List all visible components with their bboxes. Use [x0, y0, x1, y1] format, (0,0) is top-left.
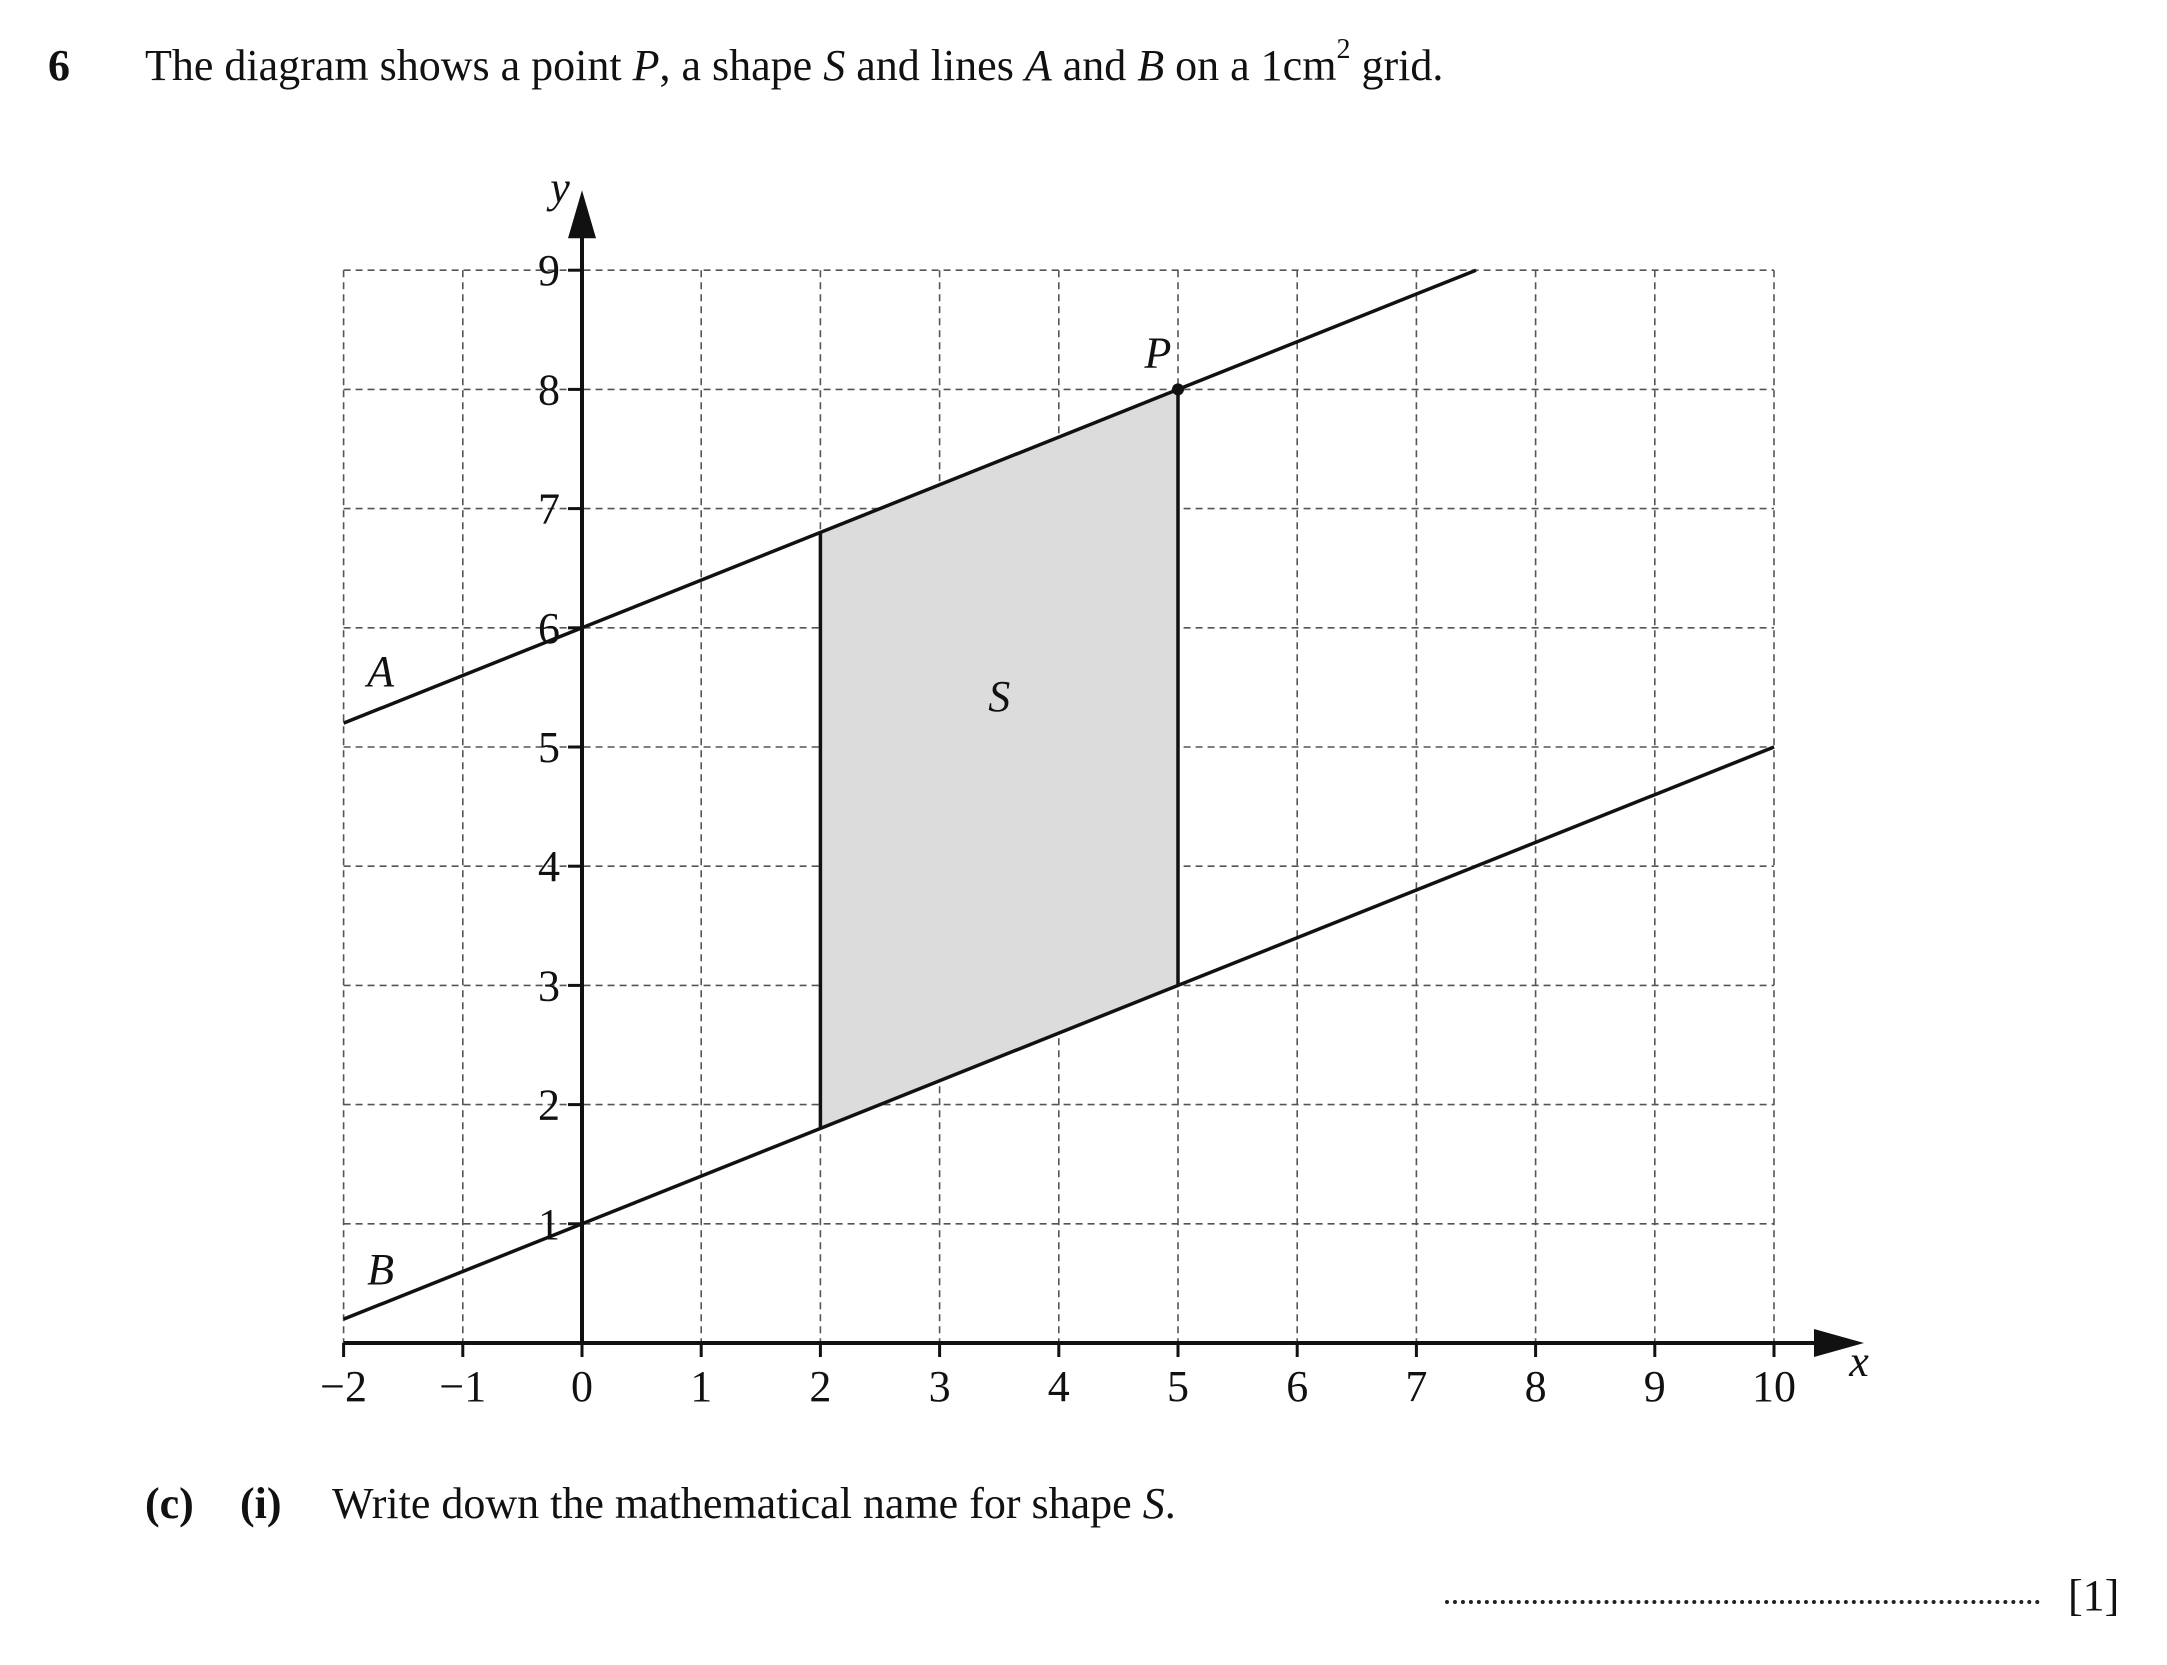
- y-tick-label: 5: [538, 723, 560, 772]
- y-tick-label: 9: [538, 246, 560, 296]
- answer-line[interactable]: [1445, 1600, 2040, 1604]
- shape-s: [820, 389, 1178, 1128]
- point-p-label: P: [1144, 328, 1172, 378]
- x-tick-label: 9: [1643, 1362, 1666, 1411]
- x-tick-label: 2: [809, 1362, 832, 1411]
- x-tick-label: −2: [320, 1362, 368, 1411]
- x-tick-label: 3: [928, 1362, 951, 1411]
- question-number: 6: [48, 41, 70, 90]
- x-tick-label: 6: [1286, 1362, 1309, 1411]
- x-axis-label: x: [1849, 1337, 1869, 1386]
- part-letter: (c): [145, 1479, 194, 1528]
- y-axis-arrow: [568, 190, 596, 238]
- x-tick-label: 5: [1167, 1362, 1189, 1411]
- line-b-label: B: [367, 1245, 395, 1295]
- shape-s-layer: [820, 389, 1178, 1128]
- y-axis-label: y: [550, 163, 570, 213]
- y-tick-label: 1: [538, 1199, 560, 1249]
- x-tick-label: 4: [1047, 1362, 1070, 1411]
- x-tick-label: 0: [571, 1362, 593, 1411]
- x-tick-label: 1: [690, 1362, 713, 1411]
- x-tick-label: 7: [1405, 1362, 1428, 1411]
- subpart-number: (i): [240, 1479, 282, 1528]
- x-tick-label: 10: [1752, 1362, 1796, 1411]
- y-tick-label: 6: [538, 603, 560, 653]
- x-tick-label: −1: [439, 1362, 487, 1411]
- y-tick-label: 8: [538, 365, 560, 415]
- point-p-marker: [1172, 383, 1184, 395]
- marks-label: [1]: [2068, 1571, 2120, 1620]
- y-tick-label: 3: [538, 961, 560, 1011]
- question-text: The diagram shows a point P, a shape S and lines A and B on a $1cm^2$ grid.: [145, 34, 1444, 90]
- y-tick-label: 4: [538, 842, 560, 892]
- line-a-label: A: [367, 647, 395, 697]
- part-c-i: (c) (i) Write down the mathematical name for shape S.: [145, 1479, 1176, 1528]
- x-tick-label: 8: [1524, 1362, 1547, 1411]
- shape-s-label: S: [988, 672, 1011, 722]
- y-tick-label: 7: [538, 484, 560, 534]
- y-tick-label: 2: [538, 1080, 560, 1130]
